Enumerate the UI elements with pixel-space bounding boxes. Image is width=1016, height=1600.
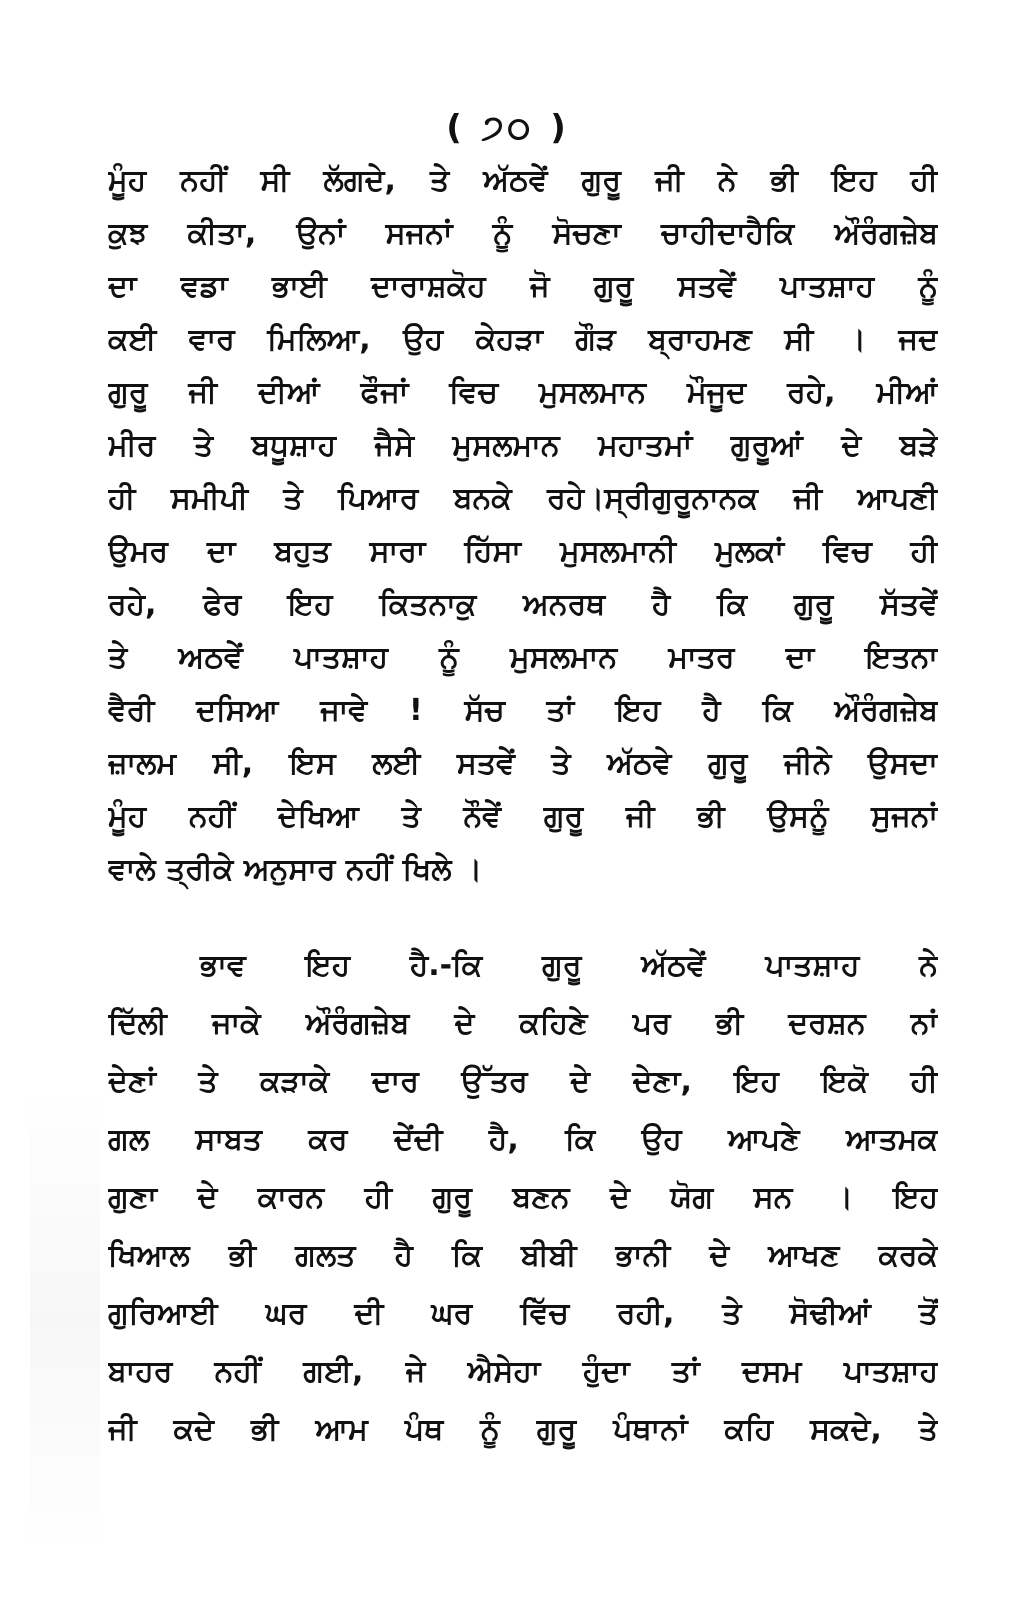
text-line: ਦਿੱਲੀ ਜਾਕੇ ਔਰੰਗਜ਼ੇਬ ਦੇ ਕਹਿਣੇ ਪਰ ਭੀ ਦਰਸ਼ਨ ਨਾਂ xyxy=(108,1006,938,1041)
text-line: ਬਾਹਰ ਨਹੀਂ ਗਈ, ਜੇ ਐਸੇਹਾ ਹੁੰਦਾ ਤਾਂ ਦਸਮ ਪਾਤਸ਼ਾਹ xyxy=(108,1354,938,1389)
text-line: ਵਾਲੇ ਤ੍ਰੀਕੇ ਅਨੁਸਾਰ ਨਹੀਂ ਖਿਲੇ । xyxy=(108,852,483,887)
text-line: ਦਾ ਵਡਾ ਭਾਈ ਦਾਰਾਸ਼ਕੋਹ ਜੋ ਗੁਰੂ ਸਤਵੇਂ ਪਾਤਸ਼ਾਹ ਨੂੰ xyxy=(108,269,938,304)
text-line: ਗਲ ਸਾਬਤ ਕਰ ਦੇਂਦੀ ਹੈ, ਕਿ ਉਹ ਆਪਣੇ ਆਤਮਕ xyxy=(108,1122,938,1157)
text-line: ਮੀਰ ਤੇ ਬਧੂਸ਼ਾਹ ਜੈਸੇ ਮੁਸਲਮਾਨ ਮਹਾਤਮਾਂ ਗੁਰੂਆਂ ਦੇ ਬੜੇ xyxy=(108,428,938,463)
text-line: ਤੇ ਅਠਵੇਂ ਪਾਤਸ਼ਾਹ ਨੂੰ ਮੁਸਲਮਾਨ ਮਾਤਰ ਦਾ ਇਤਨਾ xyxy=(108,640,938,675)
text-line: ਗੁਣਾ ਦੇ ਕਾਰਨ ਹੀ ਗੁਰੂ ਬਣਨ ਦੇ ਯੋਗ ਸਨ । ਇਹ xyxy=(108,1180,938,1215)
text-line: ਮੂੰਹ ਨਹੀਂ ਸੀ ਲੱਗਦੇ, ਤੇ ਅੱਠਵੇਂ ਗੁਰੂ ਜੀ ਨੇ ਭੀ ਇਹ ਹੀ xyxy=(108,163,938,198)
text-line: ਜ਼ਾਲਮ ਸੀ, ਇਸ ਲਈ ਸਤਵੇਂ ਤੇ ਅੱਠਵੇ ਗੁਰੂ ਜੀਨੇ ਉਸਦਾ xyxy=(108,746,938,781)
text-line: ਰਹੇ, ਫੇਰ ਇਹ ਕਿਤਨਾਕੁ ਅਨਰਥ ਹੈ ਕਿ ਗੁਰੂ ਸੱਤਵੇਂ xyxy=(108,587,938,622)
page-number: ( ੭੦ ) xyxy=(446,108,570,148)
text-line: ਹੀ ਸਮੀਪੀ ਤੇ ਪਿਆਰ ਬਨਕੇ ਰਹੇ।ਸ੍ਰੀਗੁਰੂਨਾਨਕ ਜੀ ਆਪਣੀ xyxy=(108,481,938,516)
text-line: ਗੁਰੂ ਜੀ ਦੀਆਂ ਫੌਜਾਂ ਵਿਚ ਮੁਸਲਮਾਨ ਮੌਜੂਦ ਰਹੇ, ਮੀਆਂ xyxy=(108,375,938,410)
text-line: ਭਾਵ ਇਹ ਹੈ.-ਕਿ ਗੁਰੂ ਅੱਠਵੇਂ ਪਾਤਸ਼ਾਹ ਨੇ xyxy=(200,948,938,983)
text-line: ਮੂੰਹ ਨਹੀਂ ਦੇਖਿਆ ਤੇ ਨੌਵੇਂ ਗੁਰੂ ਜੀ ਭੀ ਉਸਨੂੰ ਸੁਜਨਾਂ xyxy=(108,799,938,834)
scan-smudge xyxy=(30,1080,100,1560)
text-line: ਉਮਰ ਦਾ ਬਹੁਤ ਸਾਰਾ ਹਿੱਸਾ ਮੁਸਲਮਾਨੀ ਮੁਲਕਾਂ ਵਿਚ ਹੀ xyxy=(108,534,938,569)
text-line: ਕਈ ਵਾਰ ਮਿਲਿਆ, ਉਹ ਕੇਹੜਾ ਗੌੜ ਬ੍ਰਾਹਮਣ ਸੀ । ਜਦ xyxy=(108,322,938,357)
text-line: ਜੀ ਕਦੇ ਭੀ ਆਮ ਪੰਥ ਨੂੰ ਗੁਰੂ ਪੰਥਾਨਾਂ ਕਹਿ ਸਕਦੇ, ਤੇ xyxy=(108,1412,938,1447)
text-line: ਗੁਰਿਆਈ ਘਰ ਦੀ ਘਰ ਵਿੱਚ ਰਹੀ, ਤੇ ਸੋਢੀਆਂ ਤੋਂ xyxy=(108,1296,938,1331)
text-line: ਖਿਆਲ ਭੀ ਗਲਤ ਹੈ ਕਿ ਬੀਬੀ ਭਾਨੀ ਦੇ ਆਖਣ ਕਰਕੇ xyxy=(108,1238,938,1273)
text-line: ਵੈਰੀ ਦਸਿਆ ਜਾਵੇ ! ਸੱਚ ਤਾਂ ਇਹ ਹੈ ਕਿ ਔਰੰਗਜ਼ੇਬ xyxy=(108,693,938,728)
text-line: ਦੇਣਾਂ ਤੇ ਕੜਾਕੇ ਦਾਰ ਉੱਤਰ ਦੇ ਦੇਣਾ, ਇਹ ਇਕੋ ਹੀ xyxy=(108,1064,938,1099)
text-line: ਕੁਝ ਕੀਤਾ, ਉਨਾਂ ਸਜਨਾਂ ਨੂੰ ਸੋਚਣਾ ਚਾਹੀਦਾਹੈਕਿ ਔਰੰਗਜ਼ੇਬ xyxy=(108,216,938,251)
